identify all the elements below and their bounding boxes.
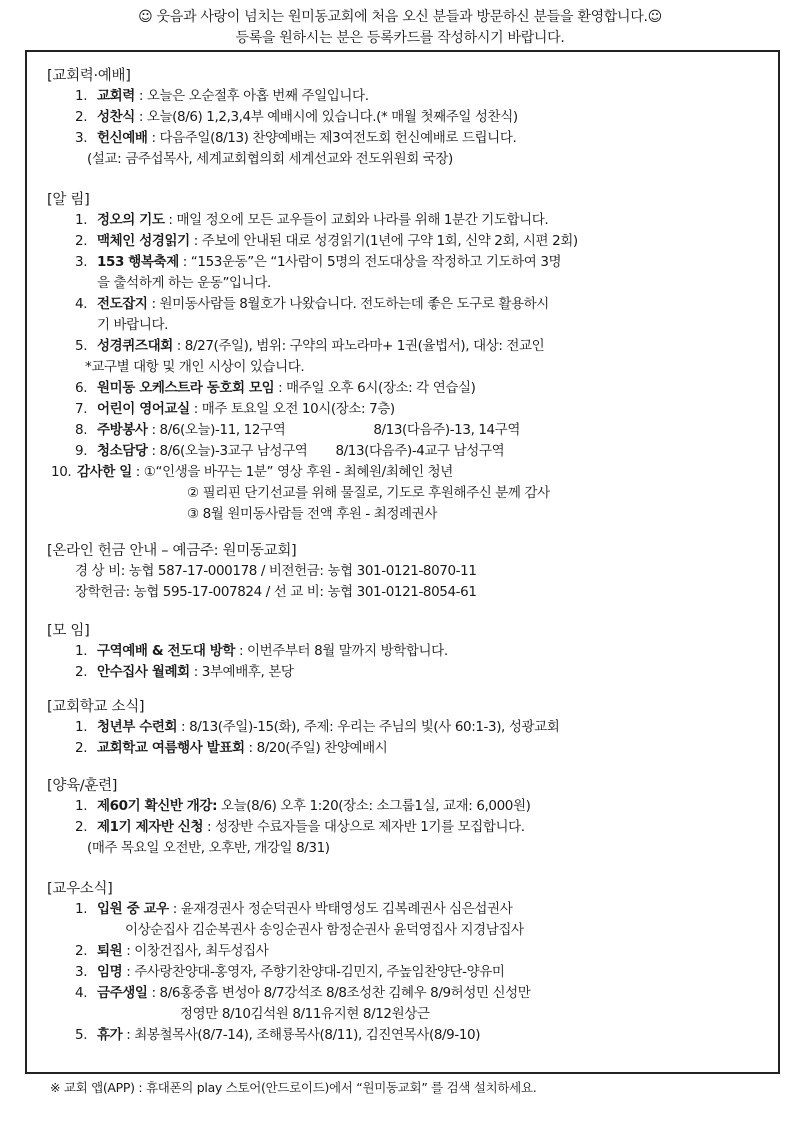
list-item: 4. 금주생일 : 8/6홍중흠 변성아 8/7강석조 8/8조성찬 김혜우 8/9허성민 신성만 [75, 985, 531, 1001]
list-item: 3. 임명 : 주사랑찬양대-홍영자, 주향기찬양대-김민지, 주높임찬양단-양유미 [75, 964, 505, 980]
section-title: [교회학교 소식] [47, 699, 145, 715]
list-item: 3. 헌신예배 : 다음주일(8/13) 찬양예배는 제3여전도회 헌신예배로 드립니다. [75, 130, 517, 146]
section-notices [47, 190, 777, 525]
section-meetings [47, 621, 777, 683]
list-item: 5. 성경퀴즈대회 : 8/27(주일), 범위: 구약의 파노라마+ 1권(율법서), 대상: 전교인 [75, 338, 545, 354]
list-item: 2. 맥체인 성경읽기 : 주보에 안내된 대로 성경읽기(1년에 구약 1회, 신약 2회, 시편 2회) [75, 233, 578, 249]
section-title: [교회력·예배] [47, 68, 131, 84]
list-item: 7. 어린이 영어교실 : 매주 토요일 오전 10시(장소: 7층) [75, 401, 395, 417]
list-item-cont: *교구별 대항 및 개인 시상이 있습니다. [85, 359, 305, 375]
section-title: [교우소식] [47, 881, 113, 897]
list-item-cont: 을 출석하게 하는 운동”입니다. [97, 275, 271, 291]
section-title: [알 림] [47, 192, 90, 208]
list-item-cont: ③ 8월 원미동사람들 전액 후원 - 최정례권사 [187, 506, 437, 522]
list-item: 5. 휴가 : 최봉철목사(8/7-14), 조해룡목사(8/11), 김진연목사(8/9-10) [75, 1027, 481, 1043]
list-item-cont: (매주 목요일 오전반, 오후반, 개강일 8/31) [87, 840, 330, 856]
section-offering [47, 541, 777, 603]
list-item: 6. 원미동 오케스트라 동호회 모임 : 매주일 오후 6시(장소: 각 연습실) [75, 380, 476, 396]
list-item: 4. 전도잡지 : 원미동사람들 8월호가 나왔습니다. 전도하는데 좋은 도구로 활용하시 [75, 296, 549, 312]
list-item: 8. 주방봉사 : 8/6(오늘)-11, 12구역 8/13(다음주)-13, 14구역 [75, 422, 521, 438]
list-item-cont: 정영만 8/10김석원 8/11유지현 8/12원상근 [180, 1006, 430, 1022]
greeting-line-2: 등록을 원하시는 분은 등록카드를 작성하시기 바랍니다. [235, 30, 565, 46]
section-training [47, 776, 777, 859]
section-title: [양육/훈련] [47, 778, 118, 794]
list-item: 9. 청소담당 : 8/6(오늘)-3교구 남성구역 8/13(다음주)-4교구 남성구역 [75, 443, 505, 459]
list-item: 2. 퇴원 : 이창건집사, 최두성집사 [75, 943, 269, 959]
section-school [47, 697, 777, 759]
list-item-cont: 이상순집사 김순복권사 송잉순권사 함정순권사 윤덕영집사 지경남집사 [125, 922, 524, 938]
list-item: 2. 교회학교 여름행사 발표회 : 8/20(주일) 찬양예배시 [75, 740, 388, 756]
section-title: [온라인 헌금 안내 – 예금주: 원미동교회] [47, 543, 297, 559]
list-item: 1. 정오의 기도 : 매일 정오에 모든 교우들이 교회와 나라를 위해 1분간 기도합니다. [75, 212, 549, 228]
list-item: 10. 감사한 일 : ①“인생을 바꾸는 1분” 영상 후원 - 최혜원/최혜인 청년 [51, 464, 453, 480]
list-item-cont: ② 필리핀 단기선교를 위해 물질로, 기도로 후원해주신 분께 감사 [187, 485, 550, 501]
account-line: 경 상 비: 농협 587-17-000178 / 비전헌금: 농협 301-0121-8070-11 [75, 563, 477, 579]
list-item-cont: (설교: 금주섭목사, 세계교회협의회 세계선교와 전도위원회 국장) [87, 151, 453, 167]
list-item: 2. 안수집사 월례회 : 3부예배후, 본당 [75, 664, 294, 680]
app-notice-footer: ※ 교회 앱(APP) : 휴대폰의 play 스토어(안드로이드)에서 “원미동교회” 를 검색 설치하세요. [50, 1080, 537, 1095]
list-item: 1. 입원 중 교우 : 윤재경권사 정순덕권사 박태영성도 김복례권사 심은섭권사 [75, 901, 513, 917]
greeting-line-1: ☺ 웃음과 사랑이 넘치는 원미동교회에 처음 오신 분들과 방문하신 분들을 환영합니다.☺ [138, 9, 662, 25]
section-calendar [47, 66, 777, 170]
list-item: 3. 153 행복축제 : “153운동”은 “1사람이 5명의 전도대상을 작정하고 기도하여 3명 [75, 254, 562, 270]
list-item: 2. 성찬식 : 오늘(8/6) 1,2,3,4부 예배시에 있습니다.(* 매월 첫째주일 성찬식) [75, 109, 518, 125]
list-item: 1. 청년부 수련회 : 8/13(주일)-15(화), 주제: 우리는 주님의 빛(사 60:1-3), 성광교회 [75, 719, 560, 735]
section-title: [모 임] [47, 623, 90, 639]
list-item: 1. 구역예배 & 전도대 방학 : 이번주부터 8월 말까지 방학합니다. [75, 643, 448, 659]
list-item: 1. 교회력 : 오늘은 오순절후 아홉 번째 주일입니다. [75, 88, 369, 104]
section-members [47, 879, 777, 1046]
list-item: 1. 제60기 확신반 개강: 오늘(8/6) 오후 1:20(장소: 소그룹1실, 교재: 6,000원) [75, 798, 531, 814]
account-line: 장학헌금: 농협 595-17-007824 / 선 교 비: 농협 301-0121-8054-61 [75, 584, 477, 600]
list-item-cont: 기 바랍니다. [97, 317, 168, 333]
list-item: 2. 제1기 제자반 신청 : 성장반 수료자들을 대상으로 제자반 1기를 모집합니다. [75, 819, 525, 835]
